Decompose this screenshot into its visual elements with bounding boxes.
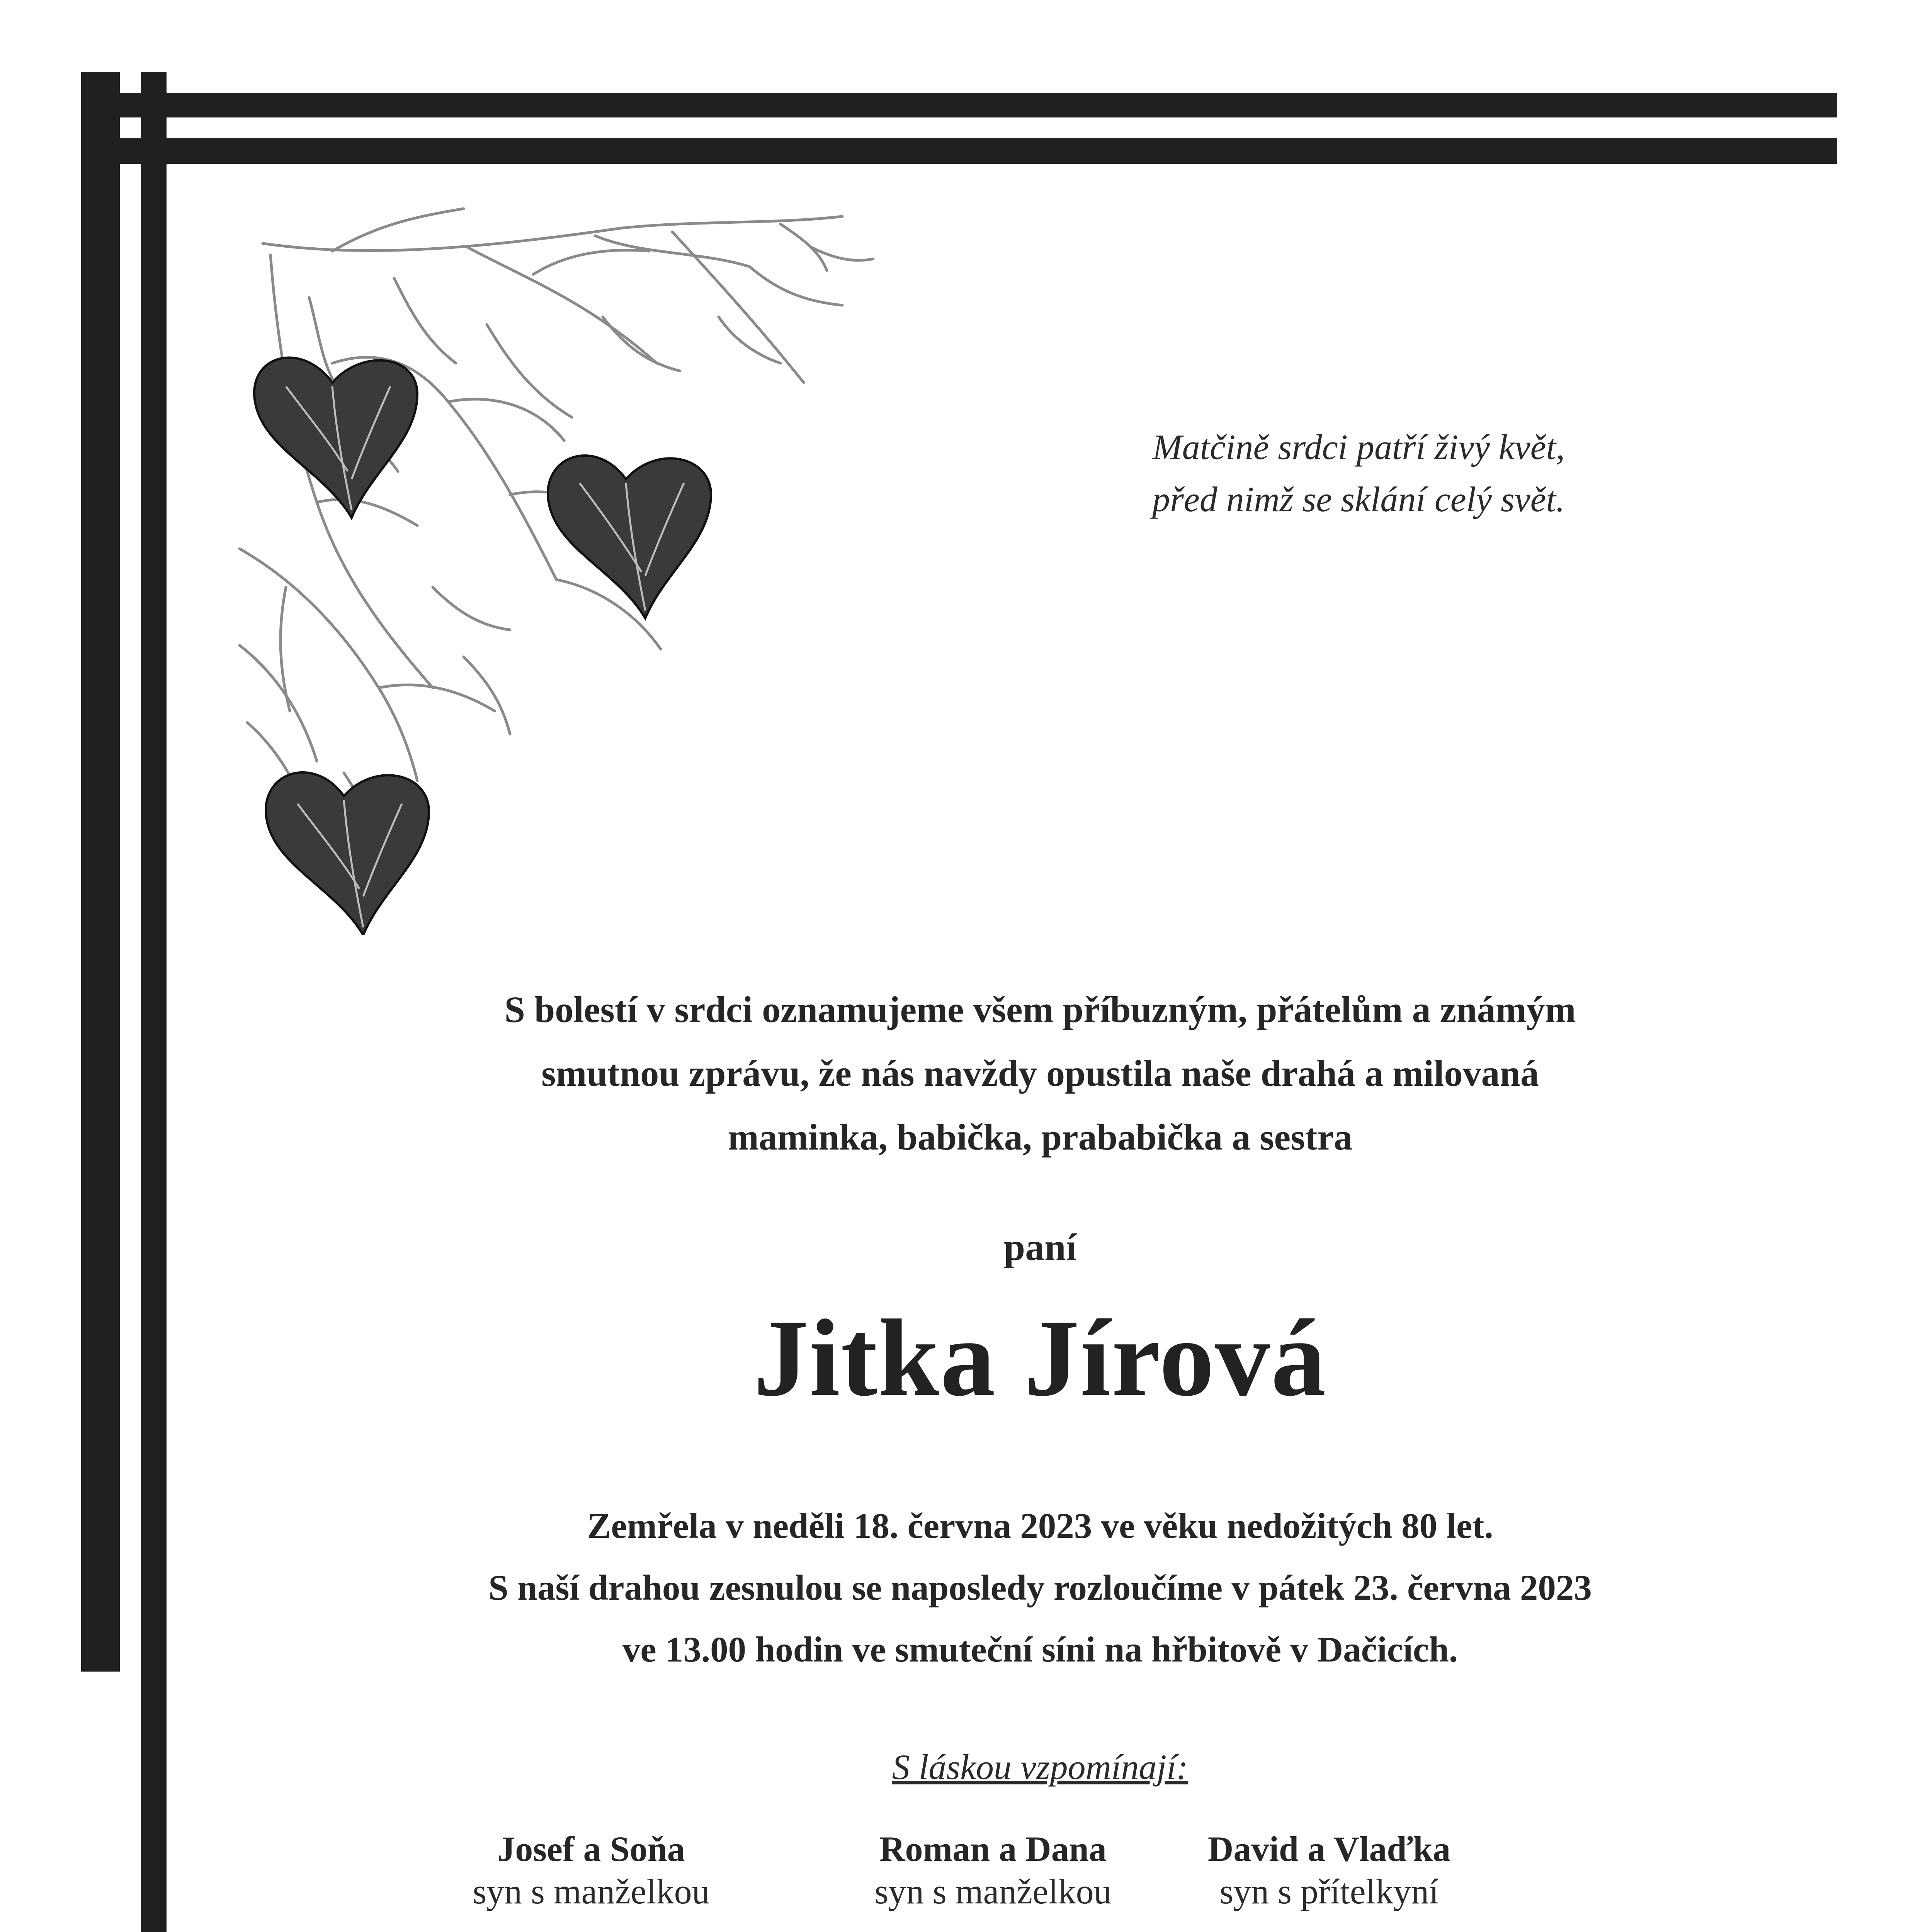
family-member-relation: syn s manželkou (473, 1872, 710, 1911)
announcement-line-3: maminka, babička, prababička a sestra (728, 1116, 1353, 1158)
details-line-1: Zemřela v neděli 18. června 2023 ve věku nedožitých 80 let. (587, 1506, 1493, 1546)
family-member (819, 1828, 1167, 1913)
motto-line-2: před nimž se sklání celý svět. (1152, 480, 1565, 519)
family-row (0, 1828, 1918, 1928)
frame-top-bar-inner (81, 138, 1837, 164)
family-member-relation: syn s přítelkyní (1219, 1872, 1439, 1911)
deceased-name: Jitka Jírová (753, 1297, 1327, 1419)
motto (985, 421, 1565, 526)
leaf-icon (254, 358, 417, 518)
family-member-name: David a Vlaďka (1207, 1829, 1451, 1869)
announcement-line-2: smutnou zprávu, že nás navždy opustila naše drahá a milovaná (541, 1053, 1539, 1094)
announcement-line-1: S bolestí v srdci oznamujeme všem příbuzným, přátelům a známým (504, 989, 1576, 1030)
mourners-heading: S láskou vzpomínají: (892, 1747, 1189, 1787)
family-member (417, 1828, 765, 1913)
leaf-icon (266, 772, 429, 935)
family-member-relation: syn s manželkou (874, 1872, 1112, 1911)
announcement (162, 978, 1918, 1169)
motto-line-1: Matčině srdci patří živý květ, (1152, 427, 1565, 467)
branch-leaves-illustration (216, 201, 950, 935)
frame-top-bar-outer (81, 93, 1837, 117)
details-line-2: S naší drahou zesnulou se naposledy rozloučíme v pátek 23. června 2023 (488, 1568, 1592, 1608)
family-member-name: Roman a Dana (879, 1829, 1107, 1869)
details-line-3: ve 13.00 hodin ve smuteční síni na hřbitově v Dačicích. (622, 1630, 1458, 1670)
funeral-details (162, 1495, 1918, 1681)
frame-left-bar-outer (81, 72, 120, 1672)
family-member (1155, 1828, 1503, 1913)
leaf-icon (548, 456, 711, 618)
deceased-title: paní (1003, 1226, 1077, 1269)
family-member-name: Josef a Soňa (497, 1829, 685, 1869)
